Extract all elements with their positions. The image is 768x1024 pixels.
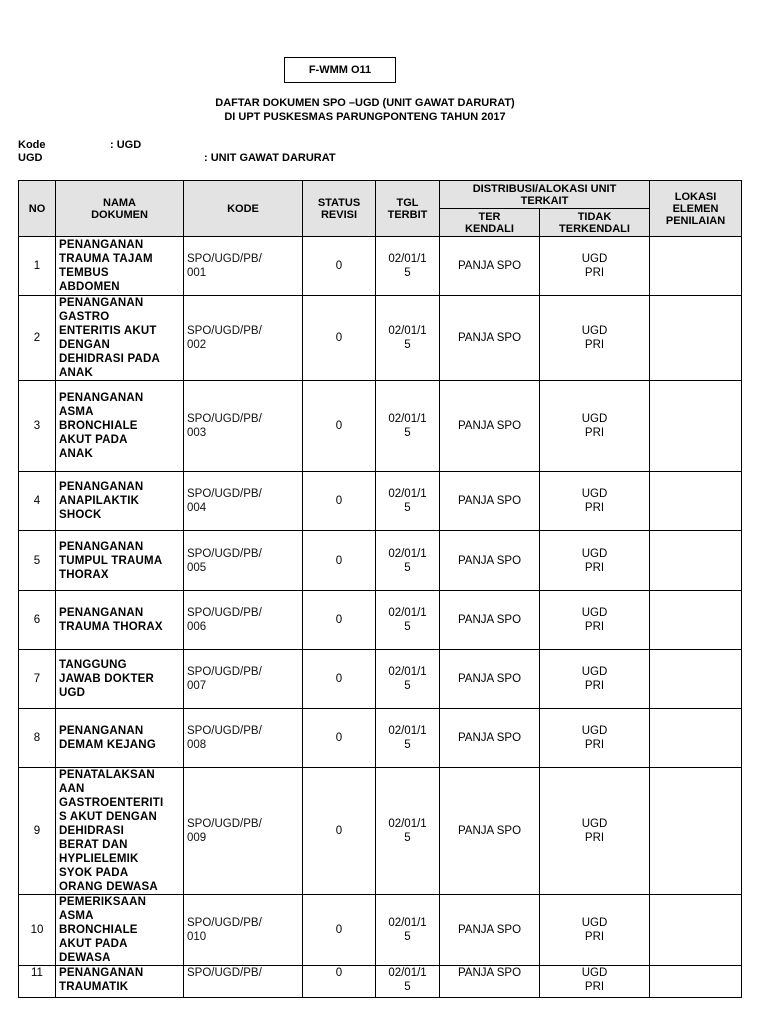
- form-code-box: F-WMM O11: [284, 57, 396, 83]
- row-tidak-terkendali: UGD PRI: [540, 768, 650, 895]
- row-ter-kendali: PANJA SPO: [440, 591, 540, 650]
- row-kode: SPO/UGD/PB/ 006: [184, 591, 303, 650]
- row-status-revisi: 0: [303, 650, 376, 709]
- header-lokasi-elemen: LOKASI ELEMEN PENILAIAN: [650, 181, 742, 237]
- row-lokasi-elemen: [650, 591, 742, 650]
- row-lokasi-elemen: [650, 472, 742, 531]
- row-ter-kendali: PANJA SPO: [440, 709, 540, 768]
- row-status-revisi: 0: [303, 895, 376, 966]
- row-no: 7: [19, 650, 56, 709]
- document-title: [150, 96, 580, 124]
- row-lokasi-elemen: [650, 531, 742, 591]
- table-row: [19, 768, 742, 895]
- row-status-revisi: 0: [303, 296, 376, 381]
- document-register-table: [18, 180, 742, 998]
- row-kode: SPO/UGD/PB/ 005: [184, 531, 303, 591]
- table-row: [19, 966, 742, 998]
- table-row: [19, 237, 742, 296]
- row-ter-kendali: PANJA SPO: [440, 472, 540, 531]
- row-lokasi-elemen: [650, 768, 742, 895]
- table-row: [19, 296, 742, 381]
- row-nama-dokumen: PENANGANAN TRAUMA TAJAM TEMBUS ABDOMEN: [56, 237, 184, 296]
- row-kode: SPO/UGD/PB/ 004: [184, 472, 303, 531]
- row-tgl-terbit: 02/01/1 5: [376, 709, 440, 768]
- header-ter-kendali: TER KENDALI: [440, 209, 540, 237]
- row-ter-kendali: PANJA SPO: [440, 768, 540, 895]
- row-status-revisi: 0: [303, 768, 376, 895]
- row-no: 6: [19, 591, 56, 650]
- row-no: 4: [19, 472, 56, 531]
- row-tidak-terkendali: UGD PRI: [540, 531, 650, 591]
- row-tgl-terbit: 02/01/1 5: [376, 591, 440, 650]
- row-kode: SPO/UGD/PB/: [184, 966, 303, 998]
- row-lokasi-elemen: [650, 709, 742, 768]
- row-nama-dokumen: PENANGANAN ANAPILAKTIK SHOCK: [56, 472, 184, 531]
- row-tidak-terkendali: UGD PRI: [540, 237, 650, 296]
- table-row: [19, 381, 742, 472]
- row-nama-dokumen: PENATALAKSAN AAN GASTROENTERITI S AKUT DENGAN DEHIDRASI BERAT DAN HYPLIELEMIK SYOK PADA ORANG DEWASA: [56, 768, 184, 895]
- row-ter-kendali: PANJA SPO: [440, 381, 540, 472]
- row-no: 2: [19, 296, 56, 381]
- row-ter-kendali: PANJA SPO: [440, 895, 540, 966]
- row-status-revisi: 0: [303, 709, 376, 768]
- unit-label: UGD: [18, 152, 43, 164]
- row-kode: SPO/UGD/PB/ 008: [184, 709, 303, 768]
- row-tidak-terkendali: UGD PRI: [540, 709, 650, 768]
- row-tidak-terkendali: UGD PRI: [540, 895, 650, 966]
- row-nama-dokumen: PENANGANAN GASTRO ENTERITIS AKUT DENGAN DEHIDRASI PADA ANAK: [56, 296, 184, 381]
- row-kode: SPO/UGD/PB/ 007: [184, 650, 303, 709]
- row-tgl-terbit: 02/01/1 5: [376, 650, 440, 709]
- row-status-revisi: 0: [303, 591, 376, 650]
- header-nama-dokumen: NAMA DOKUMEN: [56, 181, 184, 237]
- row-status-revisi: 0: [303, 966, 376, 998]
- row-tidak-terkendali: UGD PRI: [540, 472, 650, 531]
- row-tidak-terkendali: UGD PRI: [540, 296, 650, 381]
- row-status-revisi: 0: [303, 381, 376, 472]
- table-row: [19, 895, 742, 966]
- table-row: [19, 472, 742, 531]
- header-no: NO: [19, 181, 56, 237]
- row-lokasi-elemen: [650, 237, 742, 296]
- row-lokasi-elemen: [650, 895, 742, 966]
- row-tgl-terbit: 02/01/1 5: [376, 296, 440, 381]
- row-tgl-terbit: 02/01/1 5: [376, 966, 440, 998]
- row-nama-dokumen: PENANGANAN TRAUMA THORAX: [56, 591, 184, 650]
- row-nama-dokumen: PENANGANAN TRAUMATIK: [56, 966, 184, 998]
- table-row: [19, 591, 742, 650]
- unit-field: [18, 152, 336, 164]
- row-lokasi-elemen: [650, 966, 742, 998]
- row-lokasi-elemen: [650, 381, 742, 472]
- row-lokasi-elemen: [650, 296, 742, 381]
- row-tidak-terkendali: UGD PRI: [540, 591, 650, 650]
- row-status-revisi: 0: [303, 531, 376, 591]
- row-status-revisi: 0: [303, 237, 376, 296]
- row-no: 1: [19, 237, 56, 296]
- row-tidak-terkendali: UGD PRI: [540, 381, 650, 472]
- row-kode: SPO/UGD/PB/ 002: [184, 296, 303, 381]
- row-no: 9: [19, 768, 56, 895]
- row-ter-kendali: PANJA SPO: [440, 237, 540, 296]
- row-nama-dokumen: PENANGANAN ASMA BRONCHIALE AKUT PADA ANAK: [56, 381, 184, 472]
- row-kode: SPO/UGD/PB/ 003: [184, 381, 303, 472]
- row-ter-kendali: PANJA SPO: [440, 531, 540, 591]
- row-no: 3: [19, 381, 56, 472]
- row-tidak-terkendali: UGD PRI: [540, 650, 650, 709]
- header-tidak-terkendali: TIDAK TERKENDALI: [540, 209, 650, 237]
- row-ter-kendali: PANJA SPO: [440, 650, 540, 709]
- title-line-1: DAFTAR DOKUMEN SPO –UGD (UNIT GAWAT DARURAT): [215, 97, 515, 109]
- unit-value: : UNIT GAWAT DARURAT: [204, 152, 336, 164]
- table-row: [19, 709, 742, 768]
- row-no: 11: [19, 966, 56, 998]
- row-tgl-terbit: 02/01/1 5: [376, 237, 440, 296]
- kode-label: Kode: [18, 139, 46, 151]
- row-nama-dokumen: PENANGANAN TUMPUL TRAUMA THORAX: [56, 531, 184, 591]
- row-tgl-terbit: 02/01/1 5: [376, 531, 440, 591]
- row-nama-dokumen: PEMERIKSAAN ASMA BRONCHIALE AKUT PADA DEWASA: [56, 895, 184, 966]
- kode-field: [18, 139, 142, 151]
- row-status-revisi: 0: [303, 472, 376, 531]
- row-tgl-terbit: 02/01/1 5: [376, 381, 440, 472]
- table-row: [19, 650, 742, 709]
- header-kode: KODE: [184, 181, 303, 237]
- row-kode: SPO/UGD/PB/ 001: [184, 237, 303, 296]
- kode-value: : UGD: [110, 139, 142, 151]
- row-ter-kendali: PANJA SPO: [440, 966, 540, 998]
- row-kode: SPO/UGD/PB/ 010: [184, 895, 303, 966]
- title-line-2: DI UPT PUSKESMAS PARUNGPONTENG TAHUN 2017: [224, 111, 506, 123]
- table-row: [19, 531, 742, 591]
- row-tgl-terbit: 02/01/1 5: [376, 768, 440, 895]
- row-no: 10: [19, 895, 56, 966]
- header-tgl-terbit: TGL TERBIT: [376, 181, 440, 237]
- header-status-revisi: STATUS REVISI: [303, 181, 376, 237]
- row-tgl-terbit: 02/01/1 5: [376, 472, 440, 531]
- header-distribusi: DISTRIBUSI/ALOKASI UNIT TERKAIT: [440, 181, 650, 209]
- row-kode: SPO/UGD/PB/ 009: [184, 768, 303, 895]
- row-ter-kendali: PANJA SPO: [440, 296, 540, 381]
- row-tgl-terbit: 02/01/1 5: [376, 895, 440, 966]
- row-nama-dokumen: PENANGANAN DEMAM KEJANG: [56, 709, 184, 768]
- row-lokasi-elemen: [650, 650, 742, 709]
- row-tidak-terkendali: UGD PRI: [540, 966, 650, 998]
- row-no: 8: [19, 709, 56, 768]
- row-no: 5: [19, 531, 56, 591]
- row-nama-dokumen: TANGGUNG JAWAB DOKTER UGD: [56, 650, 184, 709]
